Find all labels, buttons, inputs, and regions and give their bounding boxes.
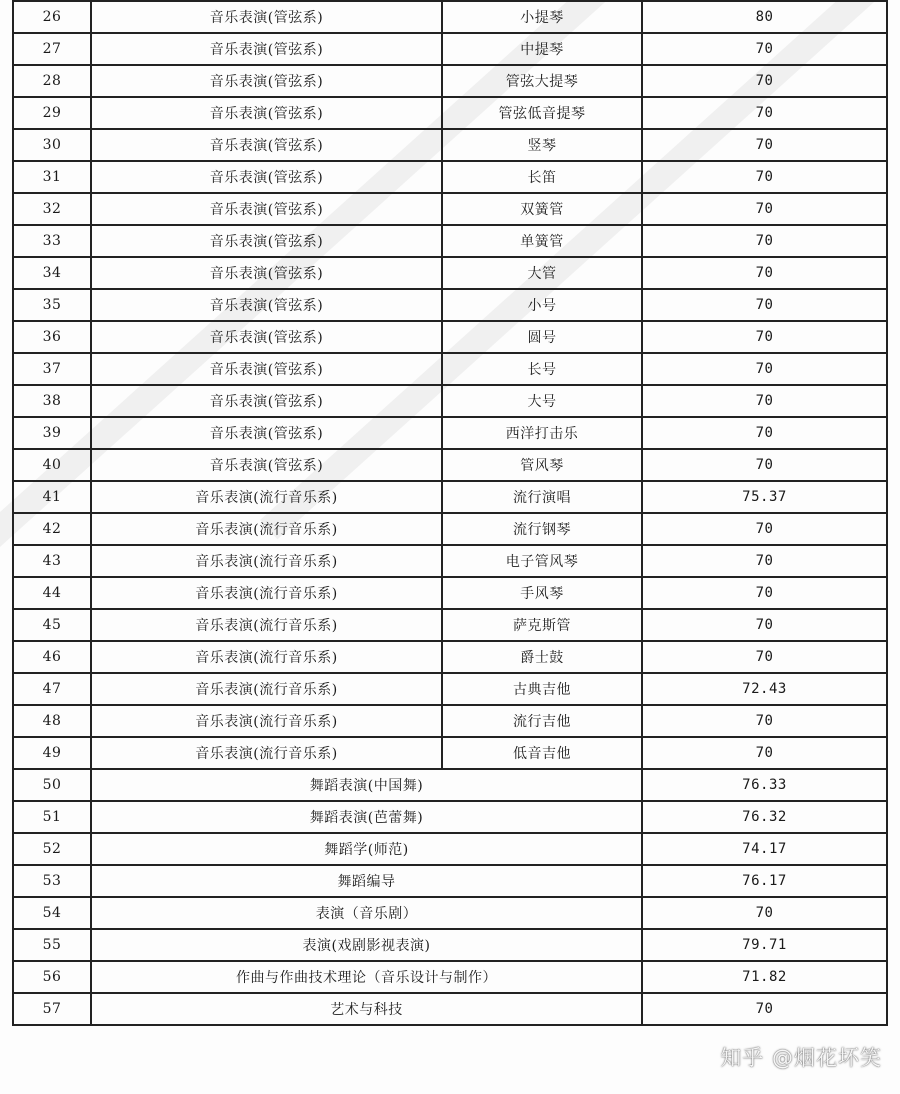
score-cell: 74.17 xyxy=(642,833,887,865)
major-cell: 音乐表演(流行音乐系) xyxy=(91,641,442,673)
score-cell: 70 xyxy=(642,97,887,129)
major-cell: 音乐表演(流行音乐系) xyxy=(91,545,442,577)
major-cell: 艺术与科技 xyxy=(91,993,642,1025)
major-cell: 音乐表演(流行音乐系) xyxy=(91,705,442,737)
score-cell: 70 xyxy=(642,993,887,1025)
score-cell: 70 xyxy=(642,897,887,929)
score-cell: 70 xyxy=(642,129,887,161)
row-number: 41 xyxy=(13,481,91,513)
table-row xyxy=(13,161,887,193)
major-cell: 音乐表演(管弦系) xyxy=(91,417,442,449)
direction-cell: 大管 xyxy=(442,257,642,289)
row-number: 42 xyxy=(13,513,91,545)
table-row xyxy=(13,769,887,801)
major-cell: 音乐表演(管弦系) xyxy=(91,65,442,97)
direction-cell: 西洋打击乐 xyxy=(442,417,642,449)
score-cell: 70 xyxy=(642,641,887,673)
major-cell: 音乐表演(管弦系) xyxy=(91,161,442,193)
table-row xyxy=(13,705,887,737)
major-cell: 表演（音乐剧） xyxy=(91,897,642,929)
table-row xyxy=(13,801,887,833)
major-cell: 音乐表演(管弦系) xyxy=(91,33,442,65)
major-cell: 音乐表演(管弦系) xyxy=(91,257,442,289)
row-number: 32 xyxy=(13,193,91,225)
row-number: 51 xyxy=(13,801,91,833)
score-cell: 70 xyxy=(642,33,887,65)
row-number: 56 xyxy=(13,961,91,993)
score-table xyxy=(12,0,888,1026)
direction-cell: 流行钢琴 xyxy=(442,513,642,545)
score-cell: 75.37 xyxy=(642,481,887,513)
table-row xyxy=(13,1,887,33)
direction-cell: 流行吉他 xyxy=(442,705,642,737)
score-cell: 76.33 xyxy=(642,769,887,801)
table-row xyxy=(13,97,887,129)
major-cell: 舞蹈表演(中国舞) xyxy=(91,769,642,801)
row-number: 40 xyxy=(13,449,91,481)
score-cell: 76.32 xyxy=(642,801,887,833)
major-cell: 舞蹈表演(芭蕾舞) xyxy=(91,801,642,833)
table-row xyxy=(13,193,887,225)
table-row xyxy=(13,609,887,641)
row-number: 33 xyxy=(13,225,91,257)
table-row xyxy=(13,737,887,769)
major-cell: 音乐表演(流行音乐系) xyxy=(91,737,442,769)
score-cell: 70 xyxy=(642,225,887,257)
score-cell: 70 xyxy=(642,353,887,385)
score-table-body xyxy=(13,1,887,1025)
major-cell: 音乐表演(管弦系) xyxy=(91,353,442,385)
row-number: 28 xyxy=(13,65,91,97)
row-number: 47 xyxy=(13,673,91,705)
row-number: 55 xyxy=(13,929,91,961)
table-row xyxy=(13,385,887,417)
score-cell: 70 xyxy=(642,257,887,289)
direction-cell: 圆号 xyxy=(442,321,642,353)
direction-cell: 单簧管 xyxy=(442,225,642,257)
row-number: 34 xyxy=(13,257,91,289)
table-row xyxy=(13,865,887,897)
major-cell: 表演(戏剧影视表演) xyxy=(91,929,642,961)
direction-cell: 古典吉他 xyxy=(442,673,642,705)
score-cell: 70 xyxy=(642,321,887,353)
score-cell: 72.43 xyxy=(642,673,887,705)
major-cell: 音乐表演(流行音乐系) xyxy=(91,673,442,705)
direction-cell: 流行演唱 xyxy=(442,481,642,513)
table-row xyxy=(13,513,887,545)
direction-cell: 管弦低音提琴 xyxy=(442,97,642,129)
table-row xyxy=(13,577,887,609)
score-cell: 70 xyxy=(642,193,887,225)
score-cell: 70 xyxy=(642,705,887,737)
direction-cell: 电子管风琴 xyxy=(442,545,642,577)
major-cell: 舞蹈学(师范) xyxy=(91,833,642,865)
score-cell: 70 xyxy=(642,161,887,193)
direction-cell: 低音吉他 xyxy=(442,737,642,769)
direction-cell: 大号 xyxy=(442,385,642,417)
row-number: 38 xyxy=(13,385,91,417)
row-number: 52 xyxy=(13,833,91,865)
table-row xyxy=(13,417,887,449)
table-row xyxy=(13,545,887,577)
score-cell: 76.17 xyxy=(642,865,887,897)
major-cell: 音乐表演(流行音乐系) xyxy=(91,577,442,609)
table-row xyxy=(13,321,887,353)
major-cell: 音乐表演(管弦系) xyxy=(91,129,442,161)
row-number: 54 xyxy=(13,897,91,929)
score-cell: 70 xyxy=(642,737,887,769)
direction-cell: 萨克斯管 xyxy=(442,609,642,641)
row-number: 31 xyxy=(13,161,91,193)
direction-cell: 小提琴 xyxy=(442,1,642,33)
direction-cell: 管弦大提琴 xyxy=(442,65,642,97)
row-number: 48 xyxy=(13,705,91,737)
row-number: 26 xyxy=(13,1,91,33)
score-cell: 79.71 xyxy=(642,929,887,961)
row-number: 57 xyxy=(13,993,91,1025)
major-cell: 音乐表演(管弦系) xyxy=(91,1,442,33)
major-cell: 音乐表演(管弦系) xyxy=(91,225,442,257)
row-number: 46 xyxy=(13,641,91,673)
score-cell: 70 xyxy=(642,417,887,449)
table-row xyxy=(13,353,887,385)
direction-cell: 手风琴 xyxy=(442,577,642,609)
major-cell: 音乐表演(流行音乐系) xyxy=(91,481,442,513)
major-cell: 音乐表演(流行音乐系) xyxy=(91,513,442,545)
score-cell: 70 xyxy=(642,609,887,641)
major-cell: 音乐表演(管弦系) xyxy=(91,385,442,417)
score-cell: 70 xyxy=(642,385,887,417)
score-cell: 70 xyxy=(642,289,887,321)
major-cell: 音乐表演(管弦系) xyxy=(91,289,442,321)
table-row xyxy=(13,65,887,97)
direction-cell: 爵士鼓 xyxy=(442,641,642,673)
table-row xyxy=(13,641,887,673)
major-cell: 音乐表演(管弦系) xyxy=(91,97,442,129)
row-number: 36 xyxy=(13,321,91,353)
direction-cell: 竖琴 xyxy=(442,129,642,161)
row-number: 43 xyxy=(13,545,91,577)
table-row xyxy=(13,961,887,993)
major-cell: 音乐表演(管弦系) xyxy=(91,321,442,353)
major-cell: 音乐表演(管弦系) xyxy=(91,449,442,481)
row-number: 49 xyxy=(13,737,91,769)
table-row xyxy=(13,897,887,929)
table-row xyxy=(13,257,887,289)
table-row xyxy=(13,33,887,65)
direction-cell: 中提琴 xyxy=(442,33,642,65)
score-cell: 71.82 xyxy=(642,961,887,993)
direction-cell: 双簧管 xyxy=(442,193,642,225)
row-number: 29 xyxy=(13,97,91,129)
score-cell: 70 xyxy=(642,577,887,609)
major-cell: 音乐表演(管弦系) xyxy=(91,193,442,225)
table-row xyxy=(13,481,887,513)
table-row xyxy=(13,833,887,865)
table-row xyxy=(13,929,887,961)
direction-cell: 长号 xyxy=(442,353,642,385)
table-row xyxy=(13,673,887,705)
score-cell: 70 xyxy=(642,65,887,97)
row-number: 30 xyxy=(13,129,91,161)
table-row xyxy=(13,225,887,257)
row-number: 35 xyxy=(13,289,91,321)
major-cell: 作曲与作曲技术理论（音乐设计与制作） xyxy=(91,961,642,993)
row-number: 45 xyxy=(13,609,91,641)
major-cell: 音乐表演(流行音乐系) xyxy=(91,609,442,641)
table-row xyxy=(13,289,887,321)
row-number: 39 xyxy=(13,417,91,449)
score-cell: 70 xyxy=(642,545,887,577)
direction-cell: 管风琴 xyxy=(442,449,642,481)
score-cell: 70 xyxy=(642,513,887,545)
source-watermark: 知乎 @烟花坏笑 xyxy=(720,1046,882,1070)
major-cell: 舞蹈编导 xyxy=(91,865,642,897)
row-number: 44 xyxy=(13,577,91,609)
score-cell: 80 xyxy=(642,1,887,33)
row-number: 50 xyxy=(13,769,91,801)
row-number: 53 xyxy=(13,865,91,897)
table-row xyxy=(13,449,887,481)
direction-cell: 长笛 xyxy=(442,161,642,193)
row-number: 37 xyxy=(13,353,91,385)
row-number: 27 xyxy=(13,33,91,65)
score-cell: 70 xyxy=(642,449,887,481)
table-row xyxy=(13,993,887,1025)
direction-cell: 小号 xyxy=(442,289,642,321)
table-row xyxy=(13,129,887,161)
